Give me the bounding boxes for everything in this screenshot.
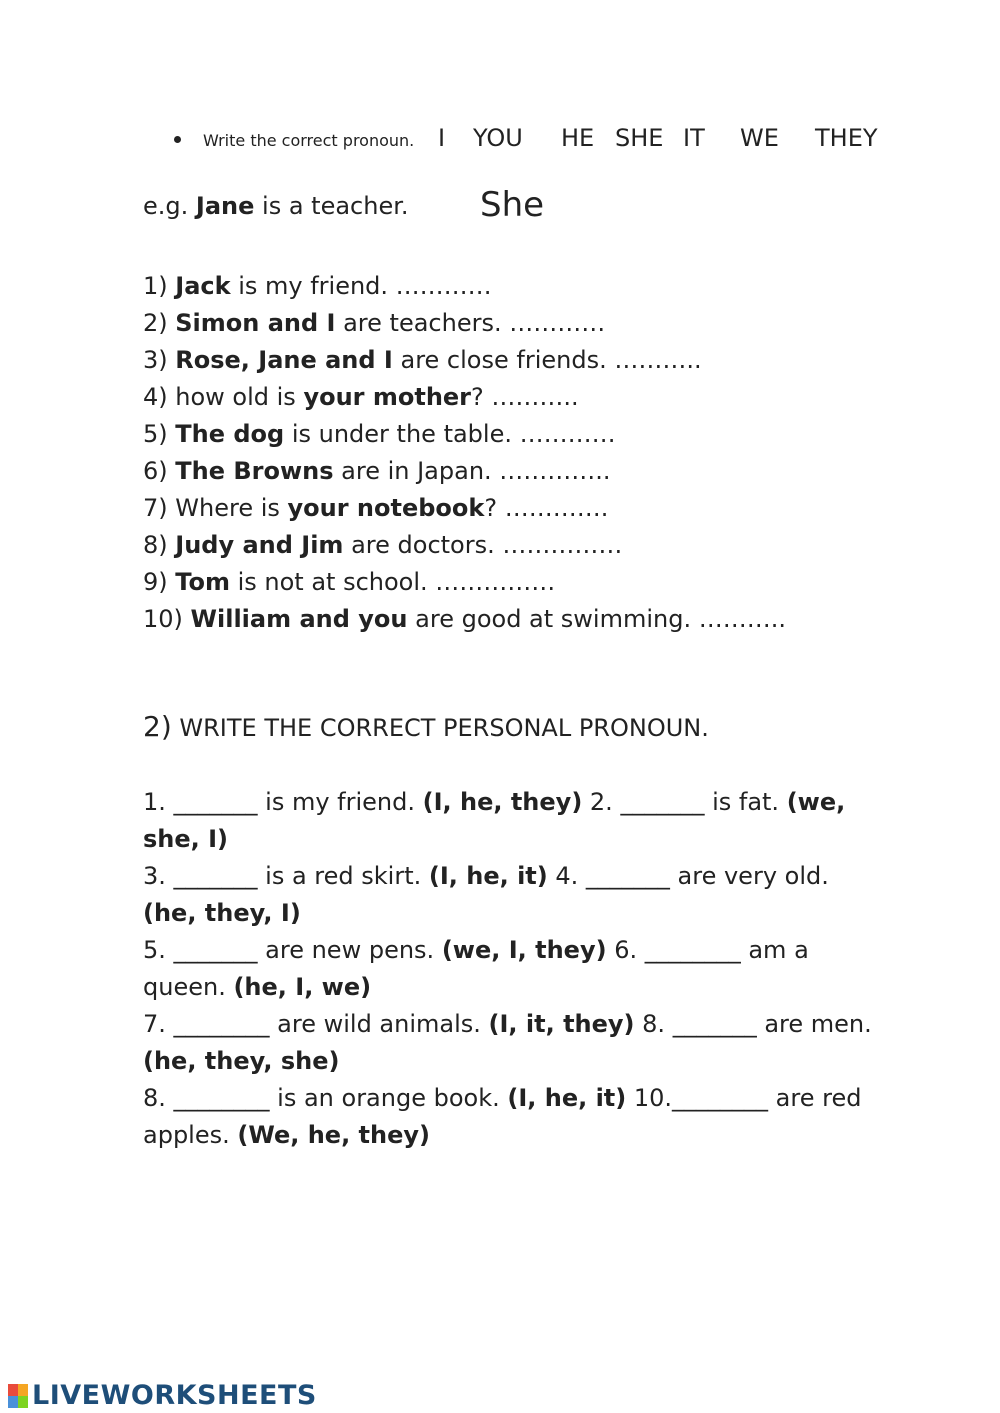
pronoun-option: WE (740, 124, 779, 152)
exercise-1-item-post: is under the table. ………… (284, 420, 616, 448)
exercise-2-item-options: (we, she, I) (143, 788, 846, 853)
exercise-2-item-options: (I, he, it) (507, 1084, 627, 1112)
example-prefix: e.g. (143, 192, 196, 220)
example-answer: She (480, 185, 545, 225)
exercise-1-item-post: ? …………. (484, 494, 609, 522)
exercise-1-item-num: 3) (143, 346, 176, 374)
exercise-2-item-text: 7. ________ are wild animals. (143, 1010, 489, 1038)
pronoun-option: I (438, 124, 446, 152)
exercise-1-item-post: are in Japan. ………….. (333, 457, 611, 485)
pronoun-option: SHE (615, 124, 664, 152)
logo-text: LIVEWORKSHEETS (32, 1380, 317, 1411)
exercise-1-item-post: ? ……….. (471, 383, 579, 411)
exercise-2-paragraph (143, 1080, 883, 1154)
pronoun-option: HE (561, 124, 595, 152)
exercise-2-paragraph (143, 932, 883, 1006)
exercise-1-item (143, 527, 943, 564)
exercise-2-item-text: 6. ________ am a queen. (143, 936, 809, 1001)
exercise-2-item-options: (I, it, they) (488, 1010, 635, 1038)
exercise-1-item (143, 601, 943, 638)
exercise-2-item-options: (We, he, they) (237, 1121, 430, 1149)
exercise-1-list (143, 268, 943, 638)
exercise-2-item-text: 10.________ are red apples. (143, 1084, 862, 1149)
exercise-2-item-options: (we, I, they) (441, 936, 607, 964)
exercise-2-item-options: (I, he, they) (422, 788, 583, 816)
exercise-1-item (143, 305, 943, 342)
exercise-2-item-text: 8. _______ are men. (634, 1010, 872, 1038)
exercise-1-item (143, 490, 943, 527)
instruction-line (170, 122, 910, 156)
exercise-2-item-options: (I, he, it) (428, 862, 548, 890)
exercise-1-item-post: is my friend. ………… (230, 272, 492, 300)
exercise-1-item-post: is not at school. …………… (229, 568, 556, 596)
exercise-2-item-text: 1. _______ is my friend. (143, 788, 423, 816)
pronoun-option: THEY (815, 124, 878, 152)
exercise-1-item-bold: William and you (190, 605, 408, 633)
bullet-icon (174, 136, 181, 143)
exercise-1-item-pre: Where is (175, 494, 288, 522)
exercise-1-item-num: 8) (143, 531, 176, 559)
exercise-2-item-options: (he, I, we) (233, 973, 372, 1001)
exercise-1-item-num: 10) (143, 605, 191, 633)
exercise-2-paragraph (143, 784, 883, 858)
exercise-2-item-text: 3. _______ is a red skirt. (143, 862, 429, 890)
exercise-1-item-num: 4) (143, 383, 176, 411)
exercise-1-item-post: are doctors. …………… (343, 531, 623, 559)
exercise-1-item-bold: The Browns (175, 457, 334, 485)
exercise-1-item (143, 268, 943, 305)
exercise-1-item-num: 6) (143, 457, 176, 485)
exercise-1-item-bold: your notebook (287, 494, 485, 522)
exercise-2-paragraph (143, 858, 883, 932)
exercise-1-item-bold: Rose, Jane and I (175, 346, 393, 374)
exercise-2-item-text: 8. ________ is an orange book. (143, 1084, 508, 1112)
example-subject: Jane (195, 192, 255, 220)
exercise-2-item-text: 4. _______ are very old. (547, 862, 829, 890)
exercise-1-item (143, 379, 943, 416)
exercise-2-body (143, 784, 883, 1154)
exercise-1-item (143, 564, 943, 601)
exercise-1-item-pre: how old is (175, 383, 304, 411)
exercise-1-item-bold: Simon and I (175, 309, 336, 337)
pronoun-option: YOU (473, 124, 523, 152)
example-rest: is a teacher. (254, 192, 409, 220)
instruction-text: Write the correct pronoun. (203, 131, 415, 150)
exercise-1-item-post: are teachers. ………… (335, 309, 606, 337)
exercise-2-item-text: 5. _______ are new pens. (143, 936, 442, 964)
exercise-1-item-bold: Tom (175, 568, 230, 596)
exercise-1-item-bold: Jack (175, 272, 231, 300)
exercise-1-item-bold: The dog (175, 420, 285, 448)
exercise-2-number: 2) (143, 710, 172, 743)
logo-mark-icon (8, 1384, 28, 1408)
exercise-2-item-options: (he, they, she) (143, 1047, 340, 1075)
example-sentence (143, 192, 409, 220)
exercise-2-item-options: (he, they, I) (143, 899, 301, 927)
exercise-2-item-text: 2. _______ is fat. (582, 788, 787, 816)
exercise-1-item-num: 7) (143, 494, 176, 522)
exercise-1-item-num: 2) (143, 309, 176, 337)
exercise-1-item-num: 5) (143, 420, 176, 448)
exercise-1-item-bold: Judy and Jim (175, 531, 344, 559)
exercise-1-item (143, 342, 943, 379)
exercise-1-item-post: are close friends. ……….. (392, 346, 702, 374)
exercise-1-item-post: are good at swimming. ……….. (407, 605, 786, 633)
exercise-1-item-num: 9) (143, 568, 176, 596)
exercise-2-title: WRITE THE CORRECT PERSONAL PRONOUN. (171, 714, 709, 742)
exercise-2-paragraph (143, 1006, 883, 1080)
exercise-1-item-bold: your mother (303, 383, 472, 411)
exercise-1-item-num: 1) (143, 272, 176, 300)
exercise-2-heading (143, 710, 709, 743)
exercise-1-item (143, 453, 943, 490)
pronoun-option: IT (683, 124, 705, 152)
exercise-1-item (143, 416, 943, 453)
